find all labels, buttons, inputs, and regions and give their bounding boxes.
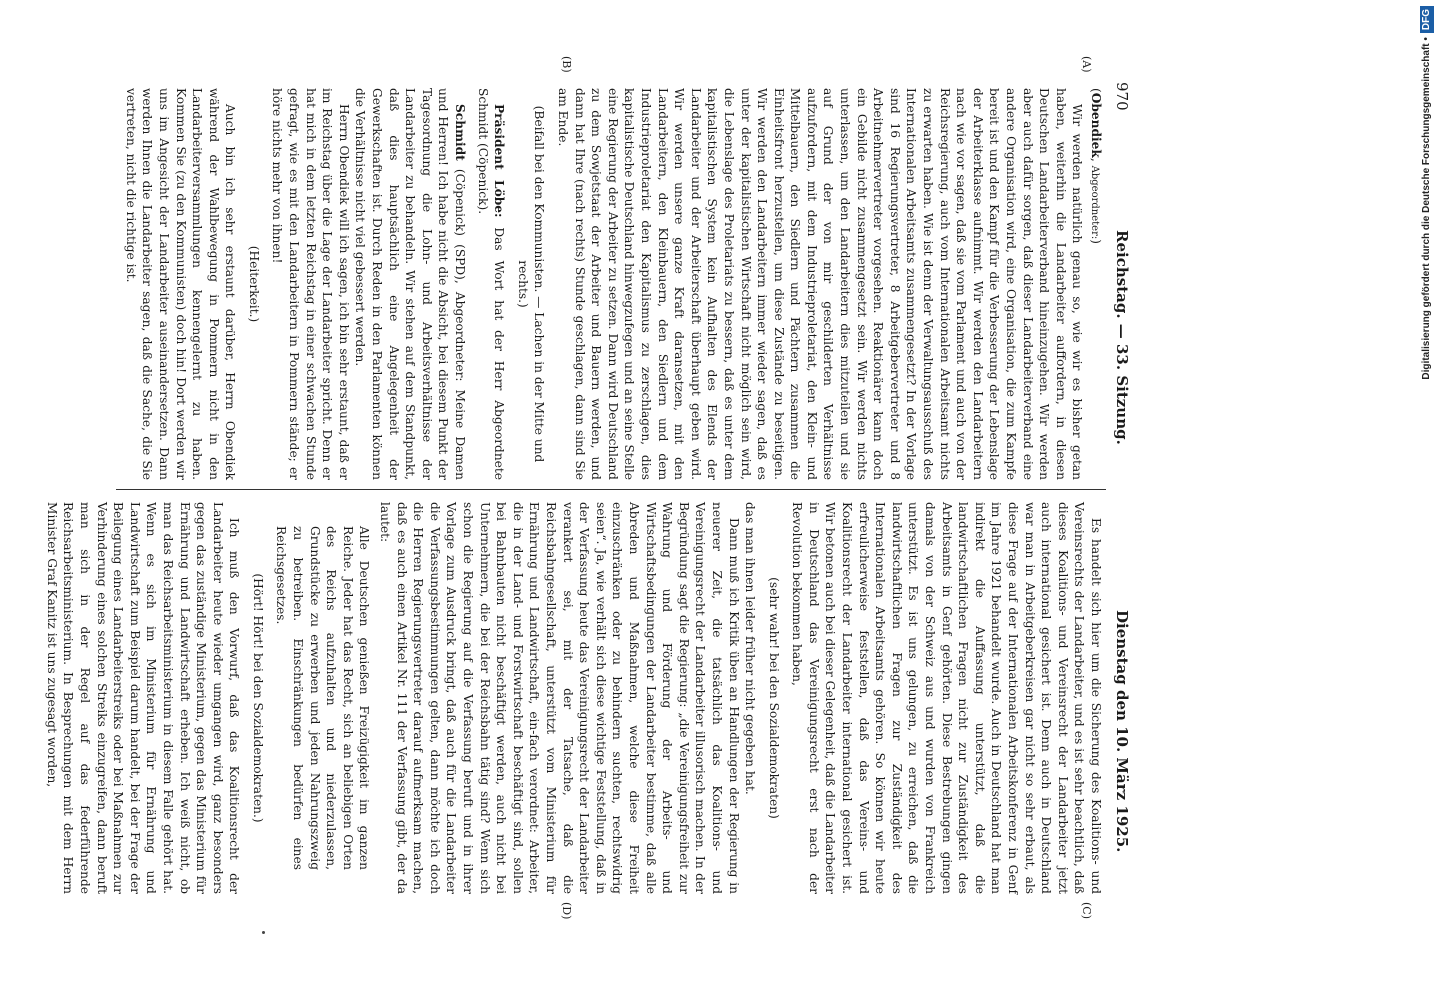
margin-marker-b: (B) <box>560 56 573 73</box>
president-text: Das Wort hat der Herr Abgeordnete Schmidt (Cöpenick). <box>475 88 507 481</box>
interjection: (Heiterkeit.) <box>246 245 261 323</box>
interjection: (Beifall bei den Kommunisten. — Lachen in der Mitte und rechts.) <box>515 105 547 463</box>
scanned-page <box>44 56 1134 920</box>
left-running-title: Reichstag. — 33. Sitzung. <box>1113 230 1131 445</box>
margin-marker-d: (D) <box>560 902 573 920</box>
running-header <box>1108 80 1134 900</box>
quote-text: Alle Deutschen genießen Freizügigkeit im ganzen Reiche. Jeder hat das Recht, sich an beliebigen Orten des Reichs aufzuhalten und niederzulassen, Grundstücke zu erwerben und jeden Nahrungszweig zu betreiben. Einschränkungen bedürfen eines Reichsgesetzes. <box>274 526 372 870</box>
speech-paragraph: Es handelt sich hier um die Sicherung des Koalitions- und Vereinsrechts der Landarbeiter, und es ist sehr beachtlich, daß dieses Koalitions- und Vereinsrecht der Landarbeiter jetzt auch international gesichert ist. Denn auch in Deutschland war man in Arbeitgeberkreisen gar nicht so sehr erbaut, als diese Frage auf der Internationalen Arbeitskonferenz in Genf im Jahre 1921 behandelt wurde. Auch in Deutschland hat man indirekt die Auffassung unterstützt, daß die landwirtschaftlichen Fragen nicht zur Zuständigkeit des Arbeitsamts in Genf gehörten. Diese Bestrebungen gingen damals von der Schweiz aus und wurden von Frankreich unterstützt. Es ist uns gelungen, zu erreichen, daß die landwirtschaftlichen Fragen zur Zuständigkeit des Internationalen Arbeitsamts gehören. So können wir heute erfreulicherweise feststellen, daß das Vereins- und Koalitionsrecht der Landarbeiter international gesichert ist. Wir betonen auch bei dieser Gelegenheit, daß die Landarbeiter in Deutschland das Vereinigungsrecht erst nach der Revolution bekommen haben, <box>790 502 1103 894</box>
page-number: 970 <box>1113 82 1131 111</box>
right-column <box>44 502 1104 894</box>
funding-note-text <box>1420 0 1434 1000</box>
margin-marker-a: (A) <box>1080 56 1093 73</box>
speaker2-name: Schmidt <box>453 104 468 161</box>
speech-paragraph: Ich muß den Vorwurf, daß das Koalitionsrecht der Landarbeiter heute wieder umgangen wird, ganz besonders gegen das zuständige Ministerium, gegen das Ministerium für Ernährung und Landwirtschaft erheben. Ich weiß nicht, ob man das Reichsarbeitsministerium in diesem Falle gehört hat. Wenn es sich im Ministerium für Ernährung und Landwirtschaft zum Beispiel darum handelt, bei der Frage der Beilegung eines Landarbeiterstreiks oder bei Maßnahmen zur Verhinderung eines solchen Streiks einzugreifen, dann beruft man sich in der Regel auf das federführende Reichsarbeitsministerium. In Besprechungen mit dem Herrn Minister Graf Kanitz ist uns zugesagt worden, <box>44 502 242 894</box>
left-column <box>112 88 1104 480</box>
speech-paragraph: Wir werden natürlich genau so, wie wir es bisher getan haben, weiterhin die Landarbeiter auffordern, in diesen Deutschen Landarbeiterverband hineinzugehen. Wir werden aber auch dafür sorgen, daß dieser Landarbeiterverband eine andere Organisation wird, eine Organisation, die zum Kampfe bereit ist und den Kampf für die Verbesserung der Lebenslage der Arbeiterklasse aufnimmt. Wir werden den Landarbeitern nach wie vor sagen, daß sie vom Parlament und auch von der Reichsregierung, auch vom Internationalen Arbeitsamt nichts zu erwarten haben. Wie ist denn der Verwaltungsausschuß des Internationalen Arbeitsamts zusammengesetzt? In der Vorlage sind 16 Regierungsvertreter, 8 Arbeitgebervertreter und 8 Arbeitnehmervertreter vorgesehen. Reaktionärer kann doch ein Gebilde nicht zusammengesetzt sein. Wir werden nichts unterlassen, um den Landarbeitern dies mitzuteilen und sie auf Grund der von mir geschilderten Verhältnisse aufzufordern, mit dem Industrieproletariat, den Klein- und Mittelbauern, den Siedlern und Pächtern zusammen die Einheitsfront herzustellen, um diese Zustände zu beseitigen. Wir werden den Landarbeitern immer wieder sagen, daß es unter der kapitalistischen Wirtschaft nicht möglich sein wird, die Lebenslage des Proletariats zu bessern, daß es unter dem kapitalistischen System kein Aufhalten des Elends der Landarbeiter und der Arbeiterschaft überhaupt geben wird. Wir werden unsere ganze Kraft daransetzen, mit den Landarbeitern, den Kleinbauern, den Siedlern und dem Industrieproletariat den Kapitalismus zu zerschlagen, dies kapitalistische Deutschland hinwegzufegen und an seine Stelle eine Regierung der Arbeiter zu setzen. Dann wird Deutschland zu dem Sowjetstaat der Arbeiter und Bauern werden, und dann hat Ihre (nach rechts) Stunde geschlagen, dann sind Sie am Ende. <box>556 88 1085 480</box>
funding-text: Digitalisierung gefördert durch die Deutsche Forschungsgemeinschaft • <box>1421 37 1432 380</box>
funding-note <box>1420 0 1434 1000</box>
interjection: (Hört! Hört! bei den Sozialdemokraten.) <box>250 573 265 823</box>
speaker2-intro: (Cöpenick) (SPD), Abgeordneter: Meine Damen und Herren! Ich habe nicht die Absicht, bei diesem Punkt der Tagesordnung die Lohn- und Arbeitsverhältnisse der Landarbeiter zu behandeln. Wir stehen auf dem Standpunkt, daß dies hauptsächlich eine Angelegenheit der Gewerkschaften ist. Durch Reden in den Parlamenten können die Verhältnisse nicht viel gebessert werden. <box>353 88 468 480</box>
right-running-title: Dienstag den 10. März 1925. <box>1113 610 1131 853</box>
scan-speck <box>262 931 265 934</box>
speaker2-paragraph <box>352 88 468 480</box>
rotated-document-page <box>44 56 1134 920</box>
speech-paragraph: Auch bin ich sehr erstaunt darüber, Herrn Obendiek während der Wahlbewegung in Pommern nicht in den Landarbeiterversammlungen kennengelernt zu haben. Kommen Sie (zu den Kommunisten) doch hin! Dort werden wir uns im Angesicht der Landarbeiter auseinandersetzen. Dann werden Ihnen die Landarbeiter sagen, daß die Sache, die Sie vertreten, nicht die richtige ist. <box>123 88 238 480</box>
speech-paragraph: Dann muß ich Kritik üben an Handlungen der Regierung in neuerer Zeit, die tatsächlich das Koalitions- und Vereinigungsrecht der Landarbeiter illusorisch machen. In der Begründung sagt die Regierung: „die Vereinigungsfreiheit zur Wahrung und Förderung der Arbeits- und Wirtschaftsbedingungen der Landarbeiter bestimme, daß alle Abreden und Maßnahmen, welche diese Freiheit einzuschränken oder zu behindern suchten, rechtswidrig seien“. Ja, wie verhält sich diese wichtige Feststellung, daß in der Verfassung heute das Vereinigungsrecht der Landarbeiter verankert sei, mit der Tatsache, daß die Reichsbahngesellschaft, unterstützt vom Ministerium für Ernährung und Landwirtschaft, ein-fach verordnet: Arbeiter, die in der Land- und Forstwirtschaft beschäftigt sind, sollen bei Bahnbauten nicht beschäftigt werden, auch nicht bei Unternehmern, die bei der Reichsbahn tätig sind? Wenn sich schon die Regierung auf die Verfassung beruft und in ihrer Vorlage zum Ausdruck bringt, daß auch für die Landarbeiter die Verfassungsbestimmungen gelten, dann möchte ich doch die Herren Regierungsvertreter darauf aufmerksam machen, daß es auch einen Artikel Nr. 111 der Verfassung gibt, der da lautet: <box>378 502 741 894</box>
constitution-quote <box>273 526 373 870</box>
interjection: (sehr wahr! bei den Sozialdemokraten) <box>766 577 781 819</box>
speaker-role: Abgeordneter: <box>1089 165 1100 240</box>
speaker-line: (Obendiek, Abgeordneter:) <box>1089 88 1103 244</box>
dfg-logo: DFG <box>1420 6 1434 33</box>
speech-paragraph: das man ihnen leider früher nicht gegeben hat. <box>743 502 758 795</box>
speaker-name: Obendiek <box>1089 92 1103 158</box>
speech-paragraph: Herrn Obendiek will ich sagen, ich bin sehr erstaunt, daß er im Reichstag über die Lage der Landarbeiter spricht. Denn er hat mich in dem letzten Reichstag in einer schwachen Stunde gefragt, wie es mit den Landarbeitern in Pommern stände; er höre nichts mehr von ihnen! <box>270 88 351 480</box>
president-name: Präsident Löbe: <box>492 104 507 218</box>
margin-marker-c: (C) <box>1080 902 1093 919</box>
column-divider <box>116 489 1106 490</box>
president-line <box>474 88 507 480</box>
